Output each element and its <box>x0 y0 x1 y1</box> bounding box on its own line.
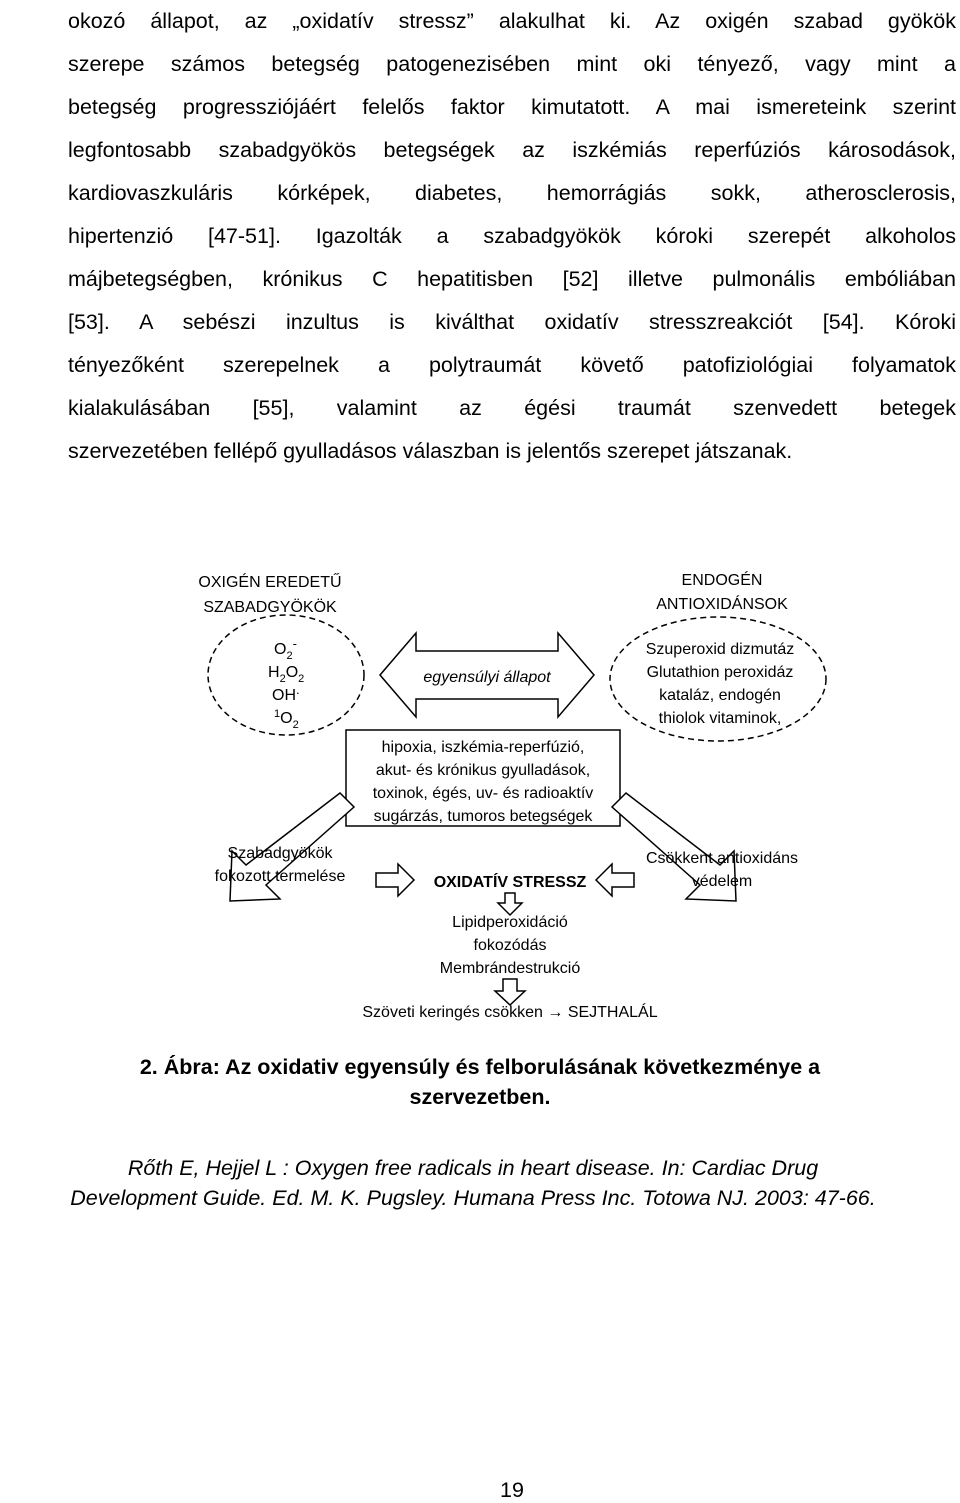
cause-line: akut- és krónikus gyulladások, <box>375 762 591 779</box>
balance-label: egyensúlyi állapot <box>423 669 551 686</box>
body-line: májbetegségben, krónikus C hepatitisben [52] illetve pulmonális embóliában <box>68 267 956 291</box>
left-effect-line: Szabadgyökök <box>227 845 333 862</box>
cause-line: toxinok, égés, uv- és radioaktív <box>372 785 594 802</box>
reference-line: Development Guide. Ed. M. K. Pugsley. Humana Press Inc. Totowa NJ. 2003: 47-66. <box>70 1186 876 1210</box>
body-line: legfontosabb szabadgyökös betegségek az iszkémiás reperfúziós károsodások, <box>68 138 956 162</box>
body-line: hipertenzió [47-51]. Igazolták a szabadgyökök kóroki szerepét alkoholos <box>68 224 956 248</box>
caption-line: 2. Ábra: Az oxidativ egyensúly és felborulásának következménye a <box>139 1055 821 1079</box>
body-line: kardiovaszkuláris kórképek, diabetes, hemorrágiás sokk, atherosclerosis, <box>68 181 956 205</box>
left-title-line: OXIGÉN EREDETŰ <box>198 574 342 591</box>
left-effect-line: fokozott termelése <box>214 868 346 885</box>
consequence-line: Membrándestrukció <box>439 960 581 977</box>
body-line: betegség progressziójáért felelős faktor kimutatott. A mai ismereteink szerint <box>68 95 956 119</box>
right-effect-line: védelem <box>691 873 753 890</box>
body-line: kialakulásában [55], valamint az égési traumát szenvedett betegek <box>68 396 956 420</box>
final-outcome: Szöveti keringés csökken → SEJTHALÁL <box>362 1004 658 1021</box>
right-title-line: ANTIOXIDÁNSOK <box>656 596 788 613</box>
down-arrow-final <box>495 979 525 1005</box>
body-line: szervezetében fellépő gyulladásos válaszban is jelentős szerepet játszanak. <box>68 439 793 463</box>
consequence-line: fokozódás <box>473 937 547 954</box>
antioxidant-item: Glutathion peroxidáz <box>646 664 794 681</box>
cause-line: sugárzás, tumoros betegségek <box>373 808 593 825</box>
oxidative-stress-label: OXIDATÍV STRESSZ <box>433 874 587 891</box>
antioxidant-item: kataláz, endogén <box>659 687 781 704</box>
consequence-line: Lipidperoxidáció <box>452 914 568 931</box>
page-number: 19 <box>500 1478 524 1502</box>
body-line: okozó állapot, az „oxidatív stressz” alakulhat ki. Az oxigén szabad gyökök <box>68 9 956 33</box>
down-arrow-consequences <box>498 893 522 915</box>
oxidative-balance-diagram <box>190 555 830 1035</box>
body-paragraph <box>68 0 956 473</box>
antioxidant-item: thiolok vitaminok, <box>658 710 782 727</box>
right-effect-line: Csökkent antioxidáns <box>645 850 799 867</box>
superoxide-formula: $O_2^-$ <box>274 636 297 662</box>
figure-caption <box>40 1052 920 1112</box>
right-title-line: ENDOGÉN <box>681 572 763 589</box>
cause-line: hipoxia, iszkémia-reperfúzió, <box>381 739 585 756</box>
antioxidant-item: Szuperoxid dizmutáz <box>645 641 795 658</box>
right-horizontal-arrow <box>596 864 634 896</box>
body-line: [53]. A sebészi inzultus is kiválthat oxidatív stresszreakciót [54]. Kóroki <box>68 310 956 334</box>
figure-reference <box>0 1153 946 1213</box>
body-line: szerepe számos betegség patogenezisében mint oki tényező, vagy mint a <box>68 52 956 76</box>
left-horizontal-arrow <box>376 864 414 896</box>
body-line: tényezőként szerepelnek a polytraumát követő patofiziológiai folyamatok <box>68 353 956 377</box>
hydroxyl-formula: OH. <box>272 682 300 704</box>
left-title-line: SZABADGYÖKÖK <box>203 599 337 616</box>
caption-line: szervezetben. <box>409 1085 551 1109</box>
peroxide-formula: $H_2O_2$ <box>268 664 305 685</box>
reference-line: Rőth E, Hejjel L : Oxygen free radicals in heart disease. In: Cardiac Drug <box>127 1156 819 1180</box>
singlet-oxygen-formula: $^1O_2$ <box>274 708 299 731</box>
